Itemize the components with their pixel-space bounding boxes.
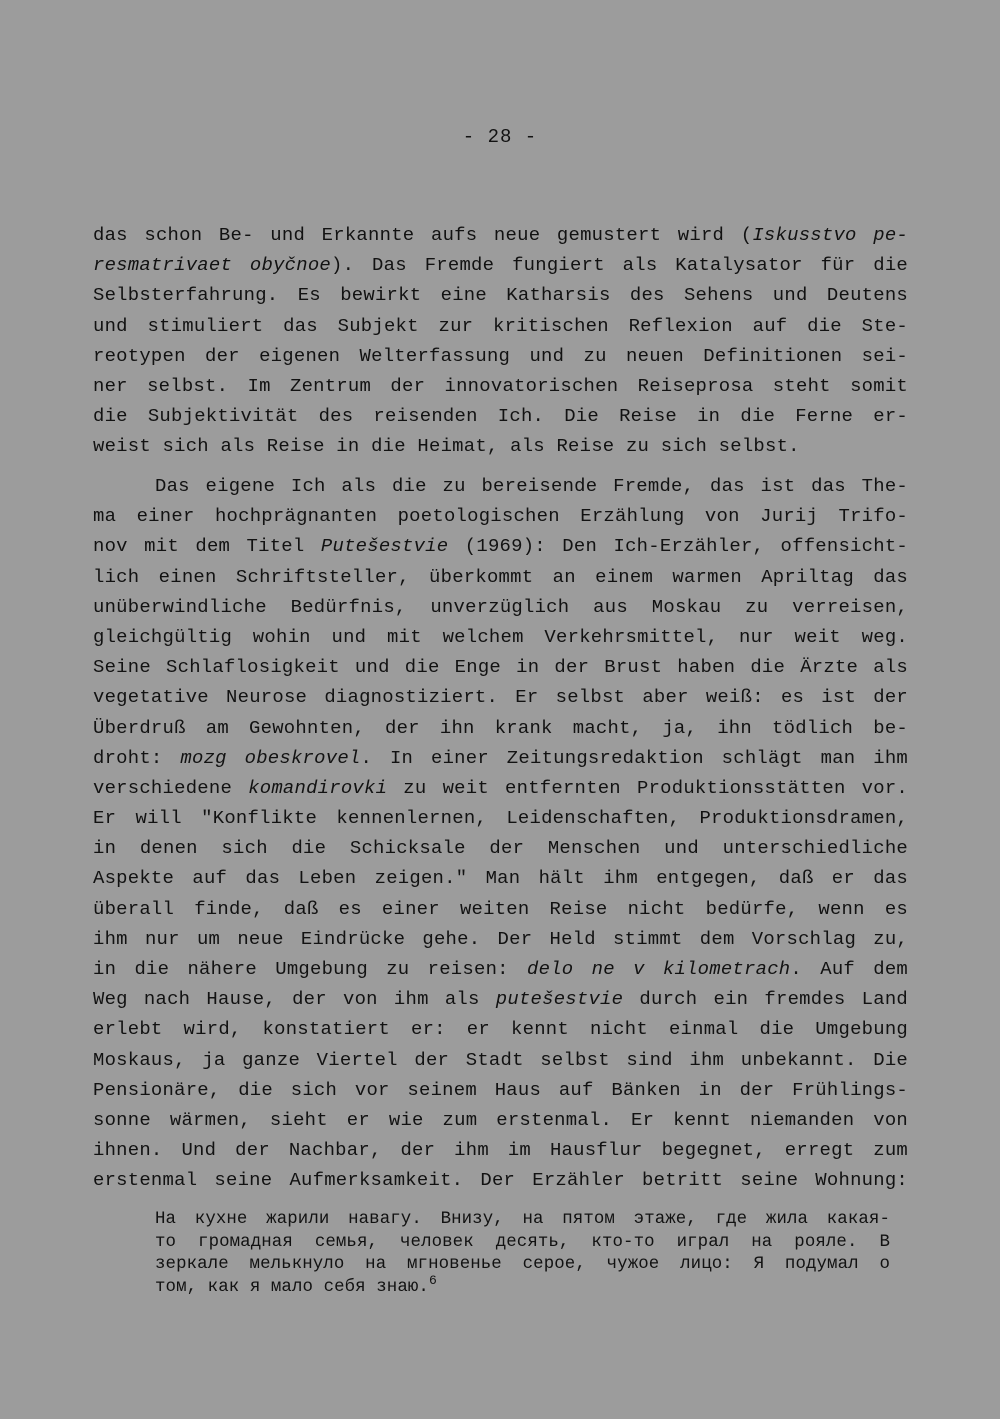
text-line (93, 371, 908, 401)
page-number: - 28 - (462, 126, 538, 148)
text-run: reotypen der eigenen Welterfassung und zu neuen Definitionen sei- (93, 344, 908, 367)
text-run: ihm nur um neue Eindrücke gehe. Der Held stimmt dem Vorschlag zu, (93, 927, 908, 950)
text-run: weist sich als Reise in die Heimat, als Reise zu sich selbst. (93, 435, 800, 458)
text-run: vegetative Neurose diagnostiziert. Er selbst aber weiß: es ist der (93, 686, 908, 709)
text-line (93, 562, 908, 592)
text-run: verschiedene (93, 776, 249, 799)
text-line (93, 250, 908, 280)
text-line (93, 471, 908, 501)
text-line (93, 592, 908, 622)
text-run: (1969): Den Ich-Erzähler, offensicht- (448, 535, 908, 558)
text-run: Selbsterfahrung. Es bewirkt eine Katharsis des Sehens und Deutens (93, 284, 908, 307)
text-run: überall finde, daß es einer weiten Reise nicht bedürfe, wenn es (93, 897, 908, 920)
text-run: Moskaus, ja ganze Viertel der Stadt selbst sind ihm unbekannt. Die (93, 1048, 908, 1071)
paragraph-2 (93, 471, 908, 1196)
text-line (93, 743, 908, 773)
text-run: nov mit dem Titel (93, 535, 321, 558)
block-quote (155, 1209, 890, 1299)
text-line (93, 833, 908, 863)
text-run: Weg nach Hause, der von ihm als (93, 988, 496, 1011)
text-run: Iskusstvo pe- (752, 224, 908, 246)
text-run: durch ein fremdes Land (623, 988, 909, 1011)
text-line (93, 713, 908, 743)
text-line (93, 1075, 908, 1105)
text-line (93, 1014, 908, 1044)
text-run: зеркале мелькнуло на мгновенье серое, чужое лицо: Я подумал о (155, 1255, 890, 1274)
text-line (93, 1105, 908, 1135)
text-line (93, 924, 908, 954)
text-run: das schon Be- und Erkannte aufs neue gemustert wird ( (93, 224, 753, 246)
text-line (93, 954, 908, 984)
text-run: ). Das Fremde fungiert als Katalysator für die (331, 254, 908, 277)
quote-line (155, 1254, 890, 1277)
text-line (93, 863, 908, 893)
text-run: mozg obeskrovel (180, 746, 361, 769)
quote-line (155, 1232, 890, 1255)
text-run: die Subjektivität des reisenden Ich. Die Reise in die Ferne er- (93, 405, 908, 428)
paragraph-1 (93, 220, 908, 462)
text-run: На кухне жарили навагу. Внизу, на пятом этаже, где жила какая- (155, 1210, 890, 1229)
text-line (93, 894, 908, 924)
text-run: lich einen Schriftsteller, überkommt an einem warmen Apriltag das (93, 565, 908, 588)
text-run: zu weit entfernten Produktionsstätten vor. (387, 776, 908, 799)
text-run: . Auf dem (790, 958, 909, 980)
text-line (93, 1045, 908, 1075)
text-run: erstenmal seine Aufmerksamkeit. Der Erzähler betritt seine Wohnung: (93, 1169, 908, 1192)
text-run: том, как я мало себя знаю. (155, 1277, 429, 1297)
text-line (93, 531, 908, 561)
text-run: Das eigene Ich als die zu bereisende Fremde, das ist das The- (155, 475, 908, 497)
text-line (93, 280, 908, 310)
text-run: sonne wärmen, sieht er wie zum erstenmal. Er kennt niemanden von (93, 1108, 908, 1131)
text-line (93, 682, 908, 712)
text-run: Putešestvie (320, 535, 449, 558)
text-line (93, 401, 908, 431)
quote-line (155, 1209, 890, 1232)
text-run: Überdruß am Gewohnten, der ihn krank macht, ja, ihn tödlich be- (93, 716, 908, 739)
text-run: . In einer Zeitungsredaktion schlägt man ihm (360, 746, 909, 769)
text-run: erlebt wird, konstatiert er: er kennt nicht einmal die Umgebung (93, 1018, 908, 1041)
text-line (93, 1135, 908, 1165)
text-line (93, 622, 908, 652)
text-run: putešestvie (495, 988, 624, 1011)
text-line (93, 501, 908, 531)
text-run: Er will "Konflikte kennenlernen, Leidenschaften, Produktionsdramen, (93, 807, 908, 830)
text-run: unüberwindliche Bedürfnis, unverzüglich aus Moskau zu verreisen, (93, 595, 908, 618)
text-run: ner selbst. Im Zentrum der innovatorischen Reiseprosa steht somit (93, 374, 908, 397)
text-run: gleichgültig wohin und mit welchem Verkehrsmittel, nur weit weg. (93, 625, 908, 648)
text-line (93, 803, 908, 833)
text-run: ihnen. Und der Nachbar, der ihm im Hausflur begegnet, erregt zum (93, 1139, 908, 1162)
text-line (93, 431, 908, 461)
text-run: in die nähere Umgebung zu reisen: (93, 958, 528, 980)
text-run: ma einer hochprägnanten poetologischen Erzählung von Jurij Trifo- (93, 505, 908, 528)
text-run: in denen sich die Schicksale der Menschen und unterschiedliche (93, 837, 908, 860)
text-line (93, 773, 908, 803)
text-run: Pensionäre, die sich vor seinem Haus auf Bänken in der Frühlings- (93, 1078, 908, 1101)
text-line (93, 1165, 908, 1195)
text-run: Seine Schlaflosigkeit und die Enge in der Brust haben die Ärzte als (93, 656, 908, 679)
text-run: delo ne v kilometrach (527, 958, 791, 980)
text-run: resmatrivaet obyčnoe (93, 254, 332, 277)
text-line (93, 652, 908, 682)
text-run: Aspekte auf das Leben zeigen." Man hält ihm entgegen, daß er das (93, 867, 908, 890)
text-run: то громадная семья, человек десять, кто-то играл на рояле. В (155, 1232, 890, 1252)
quote-line (155, 1272, 890, 1300)
text-run: und stimuliert das Subjekt zur kritischen Reflexion auf die Ste- (93, 314, 908, 337)
text-line (93, 220, 908, 250)
text-run: komandirovki (248, 776, 388, 799)
text-line (93, 341, 908, 371)
text-run: droht: (93, 746, 181, 769)
text-line (93, 984, 908, 1014)
text-line (93, 311, 908, 341)
footnote-marker[interactable]: 6 (428, 1272, 437, 1288)
